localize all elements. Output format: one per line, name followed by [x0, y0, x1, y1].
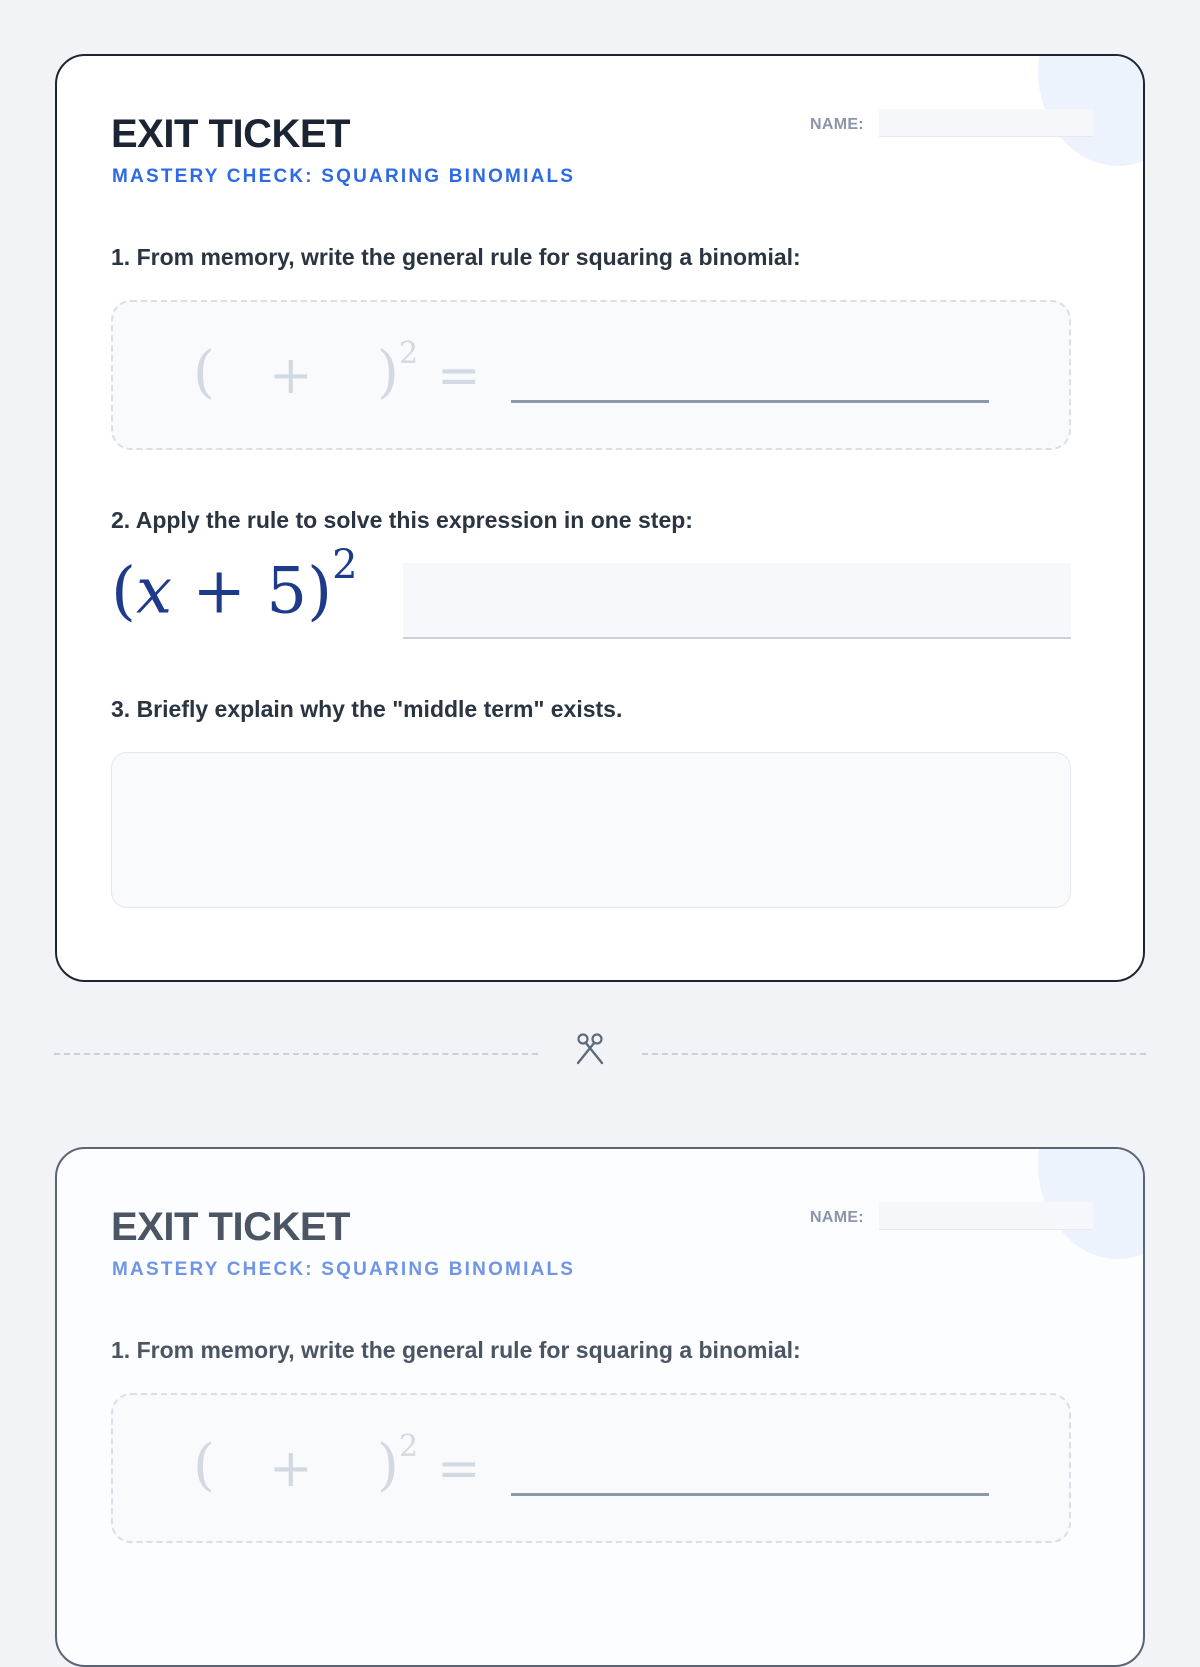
exit-ticket-2: [55, 1147, 1145, 1667]
rule-answer-area[interactable]: [111, 1393, 1071, 1543]
ticket-title: EXIT TICKET: [111, 1205, 350, 1249]
name-label: NAME:: [810, 1209, 864, 1226]
template-close-paren: ): [377, 1433, 399, 1498]
template-equals: =: [437, 1439, 481, 1499]
name-input[interactable]: [879, 1202, 1093, 1230]
exit-ticket-1: [55, 54, 1145, 982]
expression-open-paren: (: [111, 554, 136, 629]
question-1: 1. From memory, write the general rule for squaring a binomial:: [111, 244, 801, 270]
template-plus: +: [269, 1439, 313, 1499]
template-close-paren: ): [377, 340, 399, 405]
cut-dash-left: [54, 1053, 538, 1055]
question-3: 3. Briefly explain why the "middle term" exists.: [111, 696, 623, 722]
template-open-paren: (: [193, 1433, 215, 1498]
expression-variable: x: [135, 554, 173, 629]
scissors-icon: [572, 1030, 608, 1066]
ticket-subtitle: MASTERY CHECK: SQUARING BINOMIALS: [112, 1259, 576, 1280]
cut-line: [54, 1038, 1146, 1068]
template-exponent: 2: [399, 336, 419, 371]
template-equals: =: [437, 346, 481, 406]
rule-answer-line[interactable]: [511, 400, 989, 403]
expression: [111, 542, 358, 644]
template-exponent: 2: [399, 1429, 419, 1464]
expression-answer-field[interactable]: [403, 563, 1071, 639]
rule-answer-area[interactable]: [111, 300, 1071, 450]
expression-constant: 5: [266, 554, 308, 629]
name-label: NAME:: [810, 116, 864, 133]
template-open-paren: (: [193, 340, 215, 405]
ticket-title: EXIT TICKET: [111, 112, 350, 156]
ticket-subtitle: MASTERY CHECK: SQUARING BINOMIALS: [112, 166, 576, 187]
expression-exponent: 2: [332, 542, 358, 588]
name-input[interactable]: [879, 109, 1093, 137]
cut-dash-right: [642, 1053, 1146, 1055]
explanation-textarea[interactable]: [111, 752, 1071, 908]
expression-operator: +: [172, 554, 267, 629]
question-2: 2. Apply the rule to solve this expression in one step:: [111, 507, 693, 533]
question-1: 1. From memory, write the general rule for squaring a binomial:: [111, 1337, 801, 1363]
rule-answer-line[interactable]: [511, 1493, 989, 1496]
template-plus: +: [269, 346, 313, 406]
expression-close-paren: ): [307, 554, 333, 629]
